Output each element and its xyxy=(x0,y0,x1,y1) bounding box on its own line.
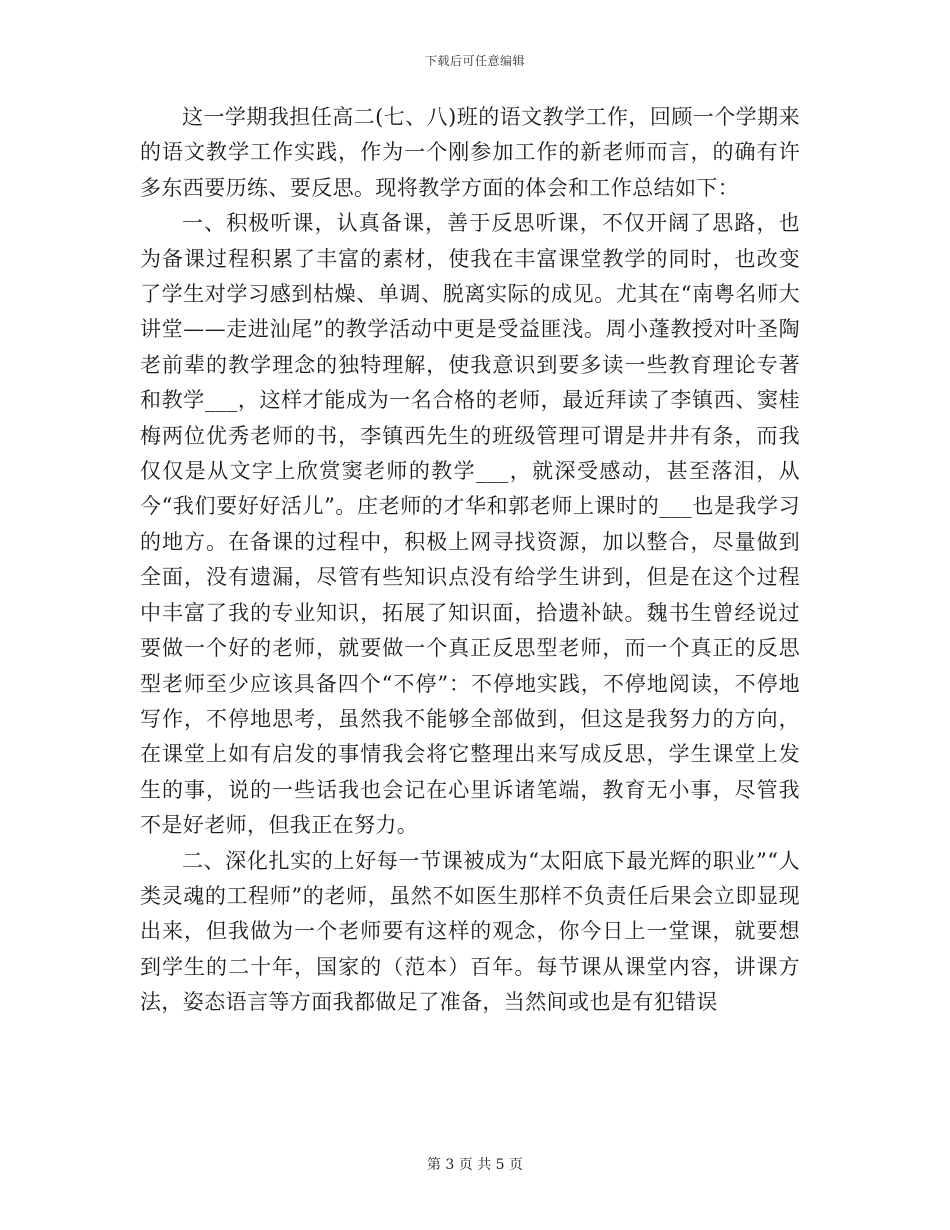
paragraph-section-1: 一、积极听课，认真备课，善于反思听课，不仅开阔了思路，也为备课过程积累了丰富的素材，使我在丰富课堂教学的同时，也改变了学生对学习感到枯燥、单调、脱离实际的成见。尤其在“南粤名师大讲堂——走进汕尾”的教学活动中更是受益匪浅。周小蓬教授对叶圣陶老前辈的教学理念的独特理解，使我意识到要多读一些教育理论专著和教学___，这样才能成为一名合格的老师，最近拜读了李镇西、窦桂梅两位优秀老师的书，李镇西先生的班级管理可谓是井井有条，而我仅仅是从文字上欣赏窦老师的教学___，就深受感动，甚至落泪，从今“我们要好好活儿”。庄老师的才华和郭老师上课时的___也是我学习的地方。在备课的过程中，积极上网寻找资源，加以整合，尽量做到全面，没有遗漏，尽管有些知识点没有给学生讲到，但是在这个过程中丰富了我的专业知识，拓展了知识面，拾遗补缺。魏书生曾经说过要做一个好的老师，就要做一个真正反思型老师，而一个真正的反思型老师至少应该具备四个“不停”：不停地实践，不停地阅读，不停地写作，不停地思考，虽然我不能够全部做到，但这是我努力的方向，在课堂上如有启发的事情我会将它整理出来写成反思，学生课堂上发生的事，说的一些话我也会记在心里诉诸笔端，教育无小事，尽管我不是好老师，但我正在努力。 xyxy=(140,211,800,838)
paragraph-intro: 这一学期我担任高二(七、八)班的语文教学工作，回顾一个学期来的语文教学工作实践，作为一个刚参加工作的新老师而言，的确有许多东西要历练、要反思。现将教学方面的体会和工作总结如下： xyxy=(140,105,800,200)
paragraph-section-2: 二、深化扎实的上好每一节课被成为“太阳底下最光辉的职业”“人类灵魂的工程师”的老师，虽然不如医生那样不负责任后果会立即显现出来，但我做为一个老师要有这样的观念，你今日上一堂课，就要想到学生的二十年，国家的（范本）百年。每节课从课堂内容，讲课方法，姿态语言等方面我都做足了准备，当然间或也是有犯错误 xyxy=(140,848,800,1015)
page-number: 第 3 页 共 5 页 xyxy=(426,1157,524,1173)
document-body xyxy=(140,100,800,1021)
page-header: 下载后可任意编辑 xyxy=(424,54,525,68)
